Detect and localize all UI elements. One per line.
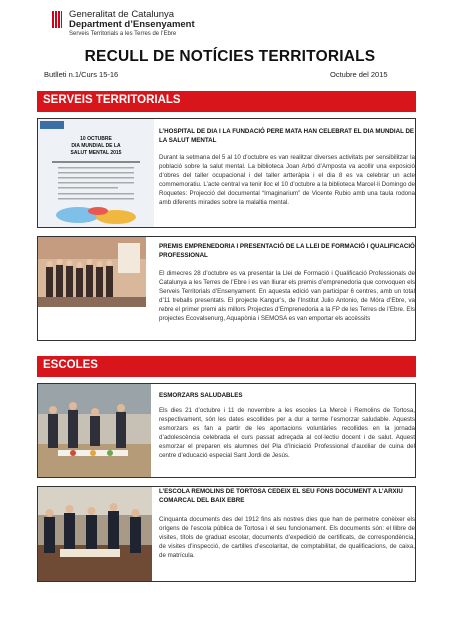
- article-body: Els dies 21 d’octubre i 11 de novembre a les escoles La Mercè i Remolins de Tortosa, respectivament, són les dates escollides per a dur a terme l’esmorzar saludable. Aquests esmorzars es fan a partir de les aportacions voluntàries recollides en la jornada d’adolescència celebrada el curs passat adreçada al col·lectiu docent i de salut. Aquest esmorzar el preparen els alumnes del Pla d’Iniciació Professional d’auxiliar de cuina del centre d’educació especial Sant Jordi de Jesús.: [159, 407, 415, 459]
- health-poster-image: [38, 119, 154, 227]
- section-header-serveis: [37, 91, 416, 112]
- issue-label: Butlleti n.1/Curs 15-16: [44, 70, 119, 79]
- article-title: L’ESCOLA REMOLINS DE TORTOSA CEDEIX EL SEU FONS DOCUMENT A L’ARXIU COMARCAL DEL BAIX EBRE: [159, 488, 403, 504]
- award-ceremony-photo: [38, 237, 146, 307]
- article-title: ESMORZARS SALUDABLES: [159, 392, 243, 399]
- org-line3: Serveis Territorials a les Terres de l’Ebre: [69, 30, 177, 37]
- section-label: ESCOLES: [43, 359, 98, 371]
- article-title: PREMIS EMPRENEDORIA I PRESENTACIÓ DE LA LLEI DE FORMACIÓ I QUALIFICACIÓ PROFESSIONAL: [159, 243, 415, 259]
- svg-text:SALUT MENTAL 2015: SALUT MENTAL 2015: [70, 150, 122, 156]
- breakfast-photo: [38, 384, 151, 477]
- article-body: Durant la setmana del 5 al 10 d’octubre es van realitzar diverses activitats per sensibilitzar la població sobre la salut mental. La biblioteca Joan Arbó d’Amposta va acollir una exposició d’obres del taller ocupacional i del taller artteràpia i el dia 8 es va celebrar un acte commemoratiu. L’acte central va tenir lloc el 10 d’octubre a la biblioteca Marcel·li Domingo de Roquetes: Projecció del documental “Imaginarium” de Vicente Rubio amb una taula rodona amb diferents mirades sobre la malaltia mental.: [159, 154, 415, 206]
- org-line2: Department d’Ensenyament: [69, 18, 195, 30]
- section-header-escoles: [37, 356, 416, 377]
- section-label: SERVEIS TERRITORIALS: [43, 94, 181, 106]
- org-line1: Generalitat de Catalunya: [69, 9, 175, 20]
- article-title: L’HOSPITAL DE DIA I LA FUNDACIÓ PERE MATA HAN CELEBRAT EL DIA MUNDIAL DE LA SALUT MENTAL: [159, 128, 415, 144]
- issue-date: Octubre del 2015: [330, 70, 388, 79]
- svg-text:10 OCTUBRE: 10 OCTUBRE: [80, 136, 112, 142]
- svg-text:DIA MUNDIAL DE LA: DIA MUNDIAL DE LA: [71, 143, 121, 149]
- generalitat-logo: [52, 11, 62, 28]
- organization-name: [69, 10, 195, 37]
- article-body: Cinquanta documents des del 1912 fins als nostres dies que han de permetre conèixer els orígens de l’escola pública de Tortosa i el seu funcionament. Els documents són: el llibre de visites, títols de graduat escolar, documents d’expedició de certificats, de correspondència, de visites d’inspecció, de cartilles d’escolaritat, de comptabilitat, de qualificacions, de caixa, de matrícula.: [159, 516, 415, 559]
- page-title: RECULL DE NOTÍCIES TERRITORIALS: [84, 48, 376, 65]
- archive-photo: [38, 487, 152, 581]
- article-body: El dimecres 28 d’octubre es va presentar la Llei de Formació i Qualificació Professionals de Catalunya a les Terres de l’Ebre i es van lliurar els premis d’emprenedoria que convoquen els Serveis Territorials d’Ensenyament. En aquesta edició van participar 6 centres, amb un total d’11 treballs presentats. El projecte Kangur’s, de l’Institut Julio Antonio, de Móra d’Ebre, va rebre el primer premi als millors Projectes d’Emprenedoria a la FP de les Terres de l’Ebre. Els projectes Ecovalsenurg, Aquapònia i SEMOSA es van emportar els accèssits: [159, 270, 415, 322]
